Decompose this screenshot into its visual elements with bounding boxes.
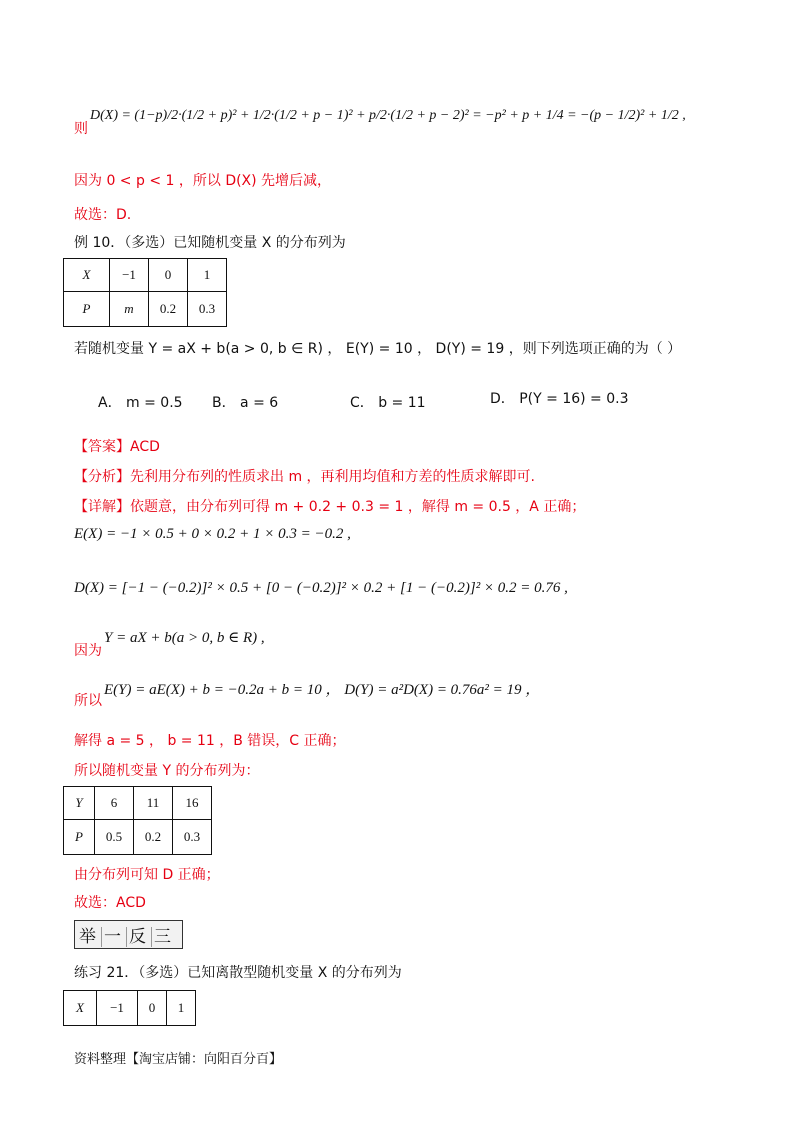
solve-text: 解得 a = 5 ， b = 11 ，B 错误，C 正确； — [74, 733, 346, 749]
table-row — [64, 991, 196, 1026]
section-badge — [74, 920, 183, 949]
table-cell: m — [110, 292, 149, 327]
table-cell: X — [64, 991, 97, 1026]
table-cell: 0.3 — [188, 292, 227, 327]
option-c: C． b = 11 — [350, 395, 426, 411]
because2-label: 因为 — [74, 643, 102, 659]
table-cell: −1 — [110, 259, 149, 292]
table-cell: 1 — [188, 259, 227, 292]
table-cell: 0 — [149, 259, 188, 292]
condition-line: 若随机变量 Y = aX + b(a > 0, b ∈ R) ， E(Y) = 10 ， D(Y) = 19 ，则下列选项正确的为（ ） — [74, 341, 682, 357]
because-line: 因为 0 < p < 1 ，所以 D(X) 先增后减， — [74, 173, 332, 189]
d-correct-text: 由分布列可知 D 正确； — [74, 867, 220, 883]
badge-char: 反 — [129, 927, 152, 947]
dx2-formula: D(X) = [−1 − (−0.2)]² × 0.5 + [0 − (−0.2)]² × 0.2 + [1 − (−0.2)]² × 0.2 = 0.76 , — [74, 580, 568, 596]
then-label: 则 — [74, 121, 88, 137]
table-cell: P — [64, 820, 95, 855]
badge-char: 一 — [104, 927, 127, 947]
table-cell: 0 — [138, 991, 167, 1026]
table-row — [64, 820, 212, 855]
badge-char: 举 — [79, 927, 102, 947]
practice-distribution-table — [63, 990, 196, 1026]
table-cell: P — [64, 292, 110, 327]
table-cell: 0.2 — [134, 820, 173, 855]
table-cell: 11 — [134, 787, 173, 820]
table-cell: 6 — [95, 787, 134, 820]
table-cell: −1 — [97, 991, 138, 1026]
table-cell: Y — [64, 787, 95, 820]
table-cell: 0.3 — [173, 820, 212, 855]
x-distribution-table — [63, 258, 227, 327]
option-a: A． m = 0.5 — [98, 395, 183, 411]
table-row — [64, 292, 227, 327]
option-b: B． a = 6 — [212, 395, 279, 411]
option-d: D． P(Y = 16) = 0.3 — [490, 391, 629, 407]
detail-text: 【详解】依题意，由分布列可得 m + 0.2 + 0.3 = 1 ，解得 m = 0.5 ，A 正确； — [74, 499, 586, 515]
ex-formula: E(X) = −1 × 0.5 + 0 × 0.2 + 1 × 0.3 = −0.2 , — [74, 526, 351, 542]
because2-formula: Y = aX + b(a > 0, b ∈ R) , — [104, 630, 265, 646]
answer-label: 【答案】ACD — [74, 439, 160, 455]
y-distribution-table — [63, 786, 212, 855]
analysis-text: 【分析】先利用分布列的性质求出 m ，再利用均值和方差的性质求解即可. — [74, 469, 535, 485]
so-label: 所以 — [74, 693, 102, 709]
answer-select-2: 故选：ACD — [74, 895, 146, 911]
table-cell: 16 — [173, 787, 212, 820]
practice-title: 练习 21．（多选）已知离散型随机变量 X 的分布列为 — [74, 965, 402, 981]
so-formula: E(Y) = aE(X) + b = −0.2a + b = 10 ， D(Y) = a²D(X) = 0.76a² = 19 ， — [104, 682, 541, 698]
y-dist-intro: 所以随机变量 Y 的分布列为： — [74, 763, 260, 779]
table-cell: 1 — [167, 991, 196, 1026]
footer-source: 资料整理【淘宝店铺：向阳百分百】 — [74, 1052, 283, 1067]
table-row — [64, 787, 212, 820]
example-title: 例 10．（多选）已知随机变量 X 的分布列为 — [74, 235, 346, 251]
badge-char: 三 — [154, 927, 173, 947]
table-row — [64, 259, 227, 292]
table-cell: X — [64, 259, 110, 292]
table-cell: 0.5 — [95, 820, 134, 855]
table-cell: 0.2 — [149, 292, 188, 327]
answer-select-line: 故选：D. — [74, 207, 132, 223]
dx-formula: D(X) = (1−p)/2·(1/2 + p)² + 1/2·(1/2 + p − 1)² + p/2·(1/2 + p − 2)² = −p² + p + 1/4 = −(p − 1/2)² + 1/2 , — [90, 108, 686, 123]
